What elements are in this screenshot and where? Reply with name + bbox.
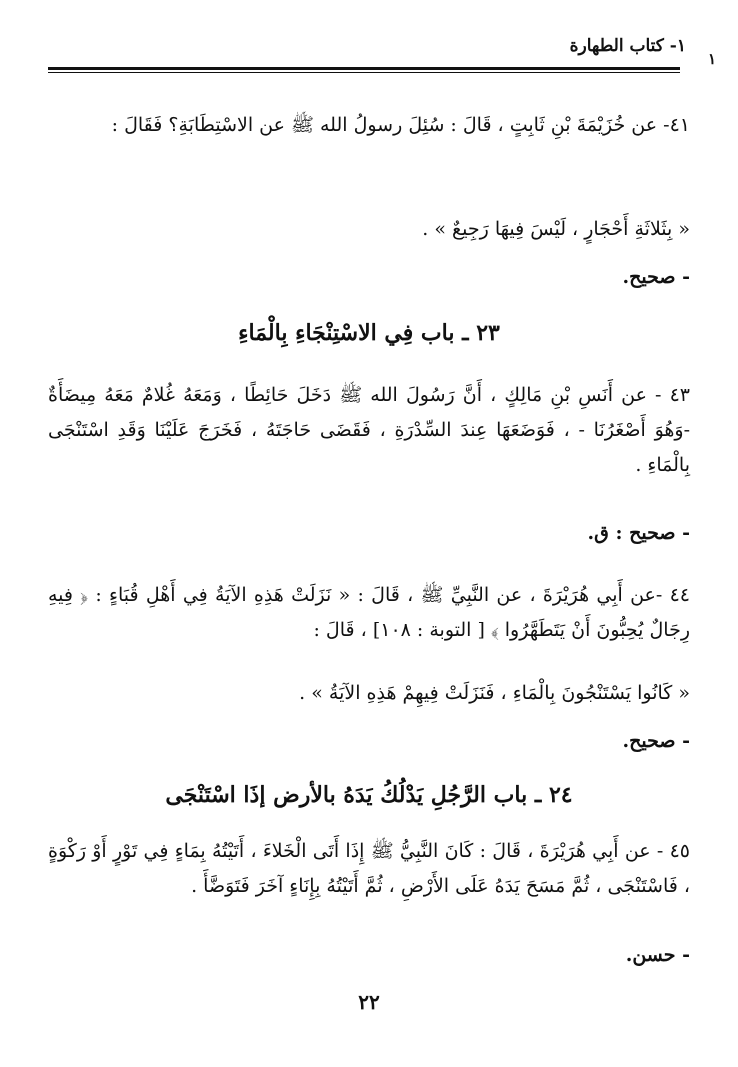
hadith-45-grade: - حسن. bbox=[625, 944, 690, 966]
volume-number: ١ bbox=[707, 50, 716, 68]
hadith-44-text: ٤٤ -عن أَبِي هُرَيْرَةَ ، عن النَّبِيِّ ﷺ ، قَالَ : « نَزَلَتْ هَذِهِ الآيَةُ فِي أَهْلِ قُبَاءٍ : ﴿ فِيهِ رِجَالٌ يُحِبُّونَ أَنْ يَتَطَهَّرُوا ﴾ [ التوبة : ١٠٨] ، قَالَ : bbox=[48, 584, 690, 641]
hadith-44-grade: - صحيح. bbox=[622, 730, 690, 752]
hadith-43-text: ٤٣ - عن أَنَسِ بْنِ مَالِكٍ ، أَنَّ رَسُولَ الله ﷺ دَخَلَ حَائِطًا ، وَمَعَهُ غُلامٌ مَعَهُ مِيضَأَةٌ -وَهُوَ أَصْغَرُنَا - ، فَوَضَعَهَا عِندَ السِّدْرَةِ ، فَقَضَى حَاجَتَهُ ، فَخَرَجَ عَلَيْنَا وَقَدِ اسْتَنْجَى بِالْمَاءِ . bbox=[48, 384, 690, 476]
header-rule-thin bbox=[48, 72, 680, 73]
hadith-41-quote: « بِثَلاثَةِ أَحْجَارٍ ، لَيْسَ فِيهَا رَجِيعٌ » . bbox=[422, 218, 690, 240]
hadith-45-text: ٤٥ - عن أَبِي هُرَيْرَةَ ، قَالَ : كَانَ النَّبِيُّ ﷺ إِذَا أَتَى الْخَلاءَ ، أَتَيْتُهُ بِمَاءٍ فِي تَوْرٍ أَوْ رَكْوَةٍ ، فَاسْتَنْجَى ، ثُمَّ مَسَحَ يَدَهُ عَلَى الأَرْضِ ، ثُمَّ أَتَيْتُهُ بِإِنَاءٍ آخَرَ فَتَوَضَّأَ . bbox=[48, 840, 690, 897]
hadith-43-grade: - صحيح : ق. bbox=[587, 522, 690, 544]
chapter-24-heading: ٢٤ ـ باب الرَّجُلِ يَدْلُكُ يَدَهُ بالأرض إذَا اسْتَنْجَى bbox=[165, 782, 573, 808]
hadith-41-grade: - صحيح. bbox=[622, 266, 690, 288]
chapter-23-heading: ٢٣ ـ باب فِي الاسْتِنْجَاءِ بِالْمَاءِ bbox=[238, 320, 500, 346]
book-title: ١- كتاب الطهارة bbox=[569, 36, 686, 56]
header-rule-thick bbox=[48, 67, 680, 70]
hadith-44-quote: « كَانُوا يَسْتَنْجُونَ بِالْمَاءِ ، فَنَزَلَتْ فِيهِمْ هَذِهِ الآيَةُ » . bbox=[299, 682, 690, 704]
hadith-41-text: ٤١- عن خُزَيْمَةَ بْنِ ثَابِتٍ ، قَالَ : سُئِلَ رسولُ الله ﷺ عن الاسْتِطَابَةِ؟ فَقَالَ : bbox=[111, 114, 690, 136]
running-header bbox=[48, 36, 716, 66]
page-number: ٢٢ bbox=[358, 990, 380, 1014]
